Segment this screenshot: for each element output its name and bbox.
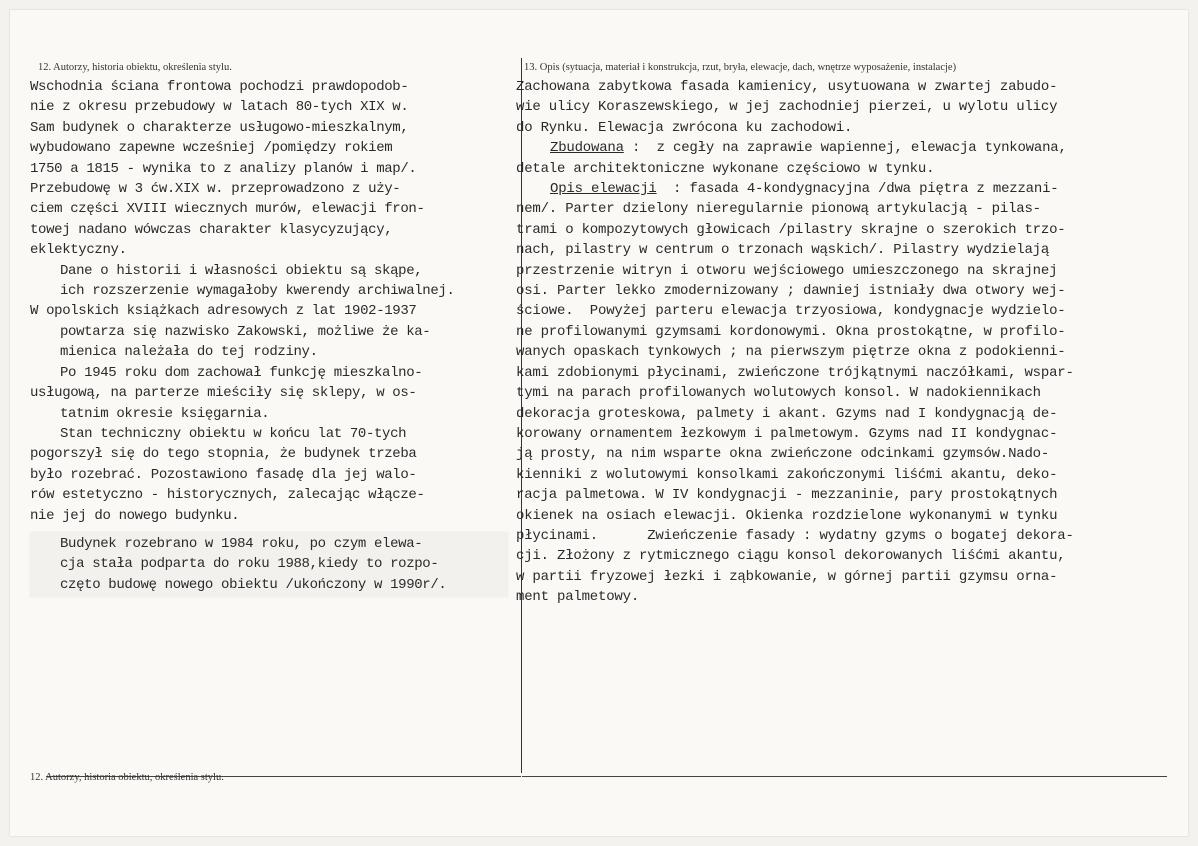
history-heading: 12. Autorzy, historia obiektu, określenia stylu.: [38, 62, 232, 73]
text-line: Budynek rozebrano w 1984 roku, po czym elewa-: [60, 535, 423, 552]
text-line: usługową, na parterze mieściły się sklepy, w os-: [30, 385, 417, 402]
text-line: detale architektoniczne wykonane częściowo w tynku.: [516, 160, 935, 177]
text-line: ment palmetowy.: [516, 589, 640, 606]
history-column: [30, 62, 508, 597]
pasted-note: [30, 532, 508, 597]
description-heading: 13. Opis (sytuacja, materiał i konstrukcja, rzut, bryła, elewacje, dach, wnętrze wyposażenie, instalacje): [524, 62, 957, 73]
text-line: Stan techniczny obiektu w końcu lat 70-tych: [60, 425, 407, 442]
bottom-heading: 12. Autorzy, historia obiektu, określenia stylu.: [30, 772, 224, 783]
text-line: dekoracja groteskowa, palmety i akant. Gzyms nad I kondygnacją de-: [516, 405, 1058, 422]
text-line: mienica należała do tej rodziny.: [60, 344, 318, 361]
text-line: towej nadano wówczas charakter klasycyzujący,: [30, 221, 393, 238]
text-line: Wschodnia ściana frontowa pochodzi prawdopodob-: [30, 79, 409, 95]
text-line: korowany ornamentem łezkowym i palmetowym. Gzyms nad II kondygnac-: [516, 425, 1058, 442]
text-line: tymi na parach profilowanych wolutowych konsol. W nadokiennikach: [516, 385, 1041, 402]
text-line: Przebudowę w 3 ćw.XIX w. przeprowadzono z uży-: [30, 181, 401, 198]
text-line: powtarza się nazwisko Zakowski, możliwe że ka-: [60, 323, 431, 340]
bottom-rule-right: [522, 776, 1167, 777]
text-line: było rozebrać. Pozostawiono fasadę dla jej walo-: [30, 466, 417, 483]
text-line: kami zdobionymi płycinami, zwieńczone trójkątnymi naczółkami, wspar-: [516, 364, 1074, 381]
text-line: przestrzenie witryn i otworu wejściowego umieszczonego na skrajnej: [516, 262, 1058, 279]
built-line: [516, 138, 1181, 158]
built-text: : z cegły na zaprawie wapiennej, elewacja tynkowana,: [623, 140, 1067, 157]
text-line: nem/. Parter dzielony nieregularnie pionową artykulacją - pilas-: [516, 201, 1041, 218]
facade-text: : fasada 4-kondygnacyjna /dwa piętra z mezzani-: [656, 181, 1059, 198]
text-line: Sam budynek o charakterze usługowo-mieszkalnym,: [30, 119, 409, 136]
text-line: W opolskich książkach adresowych z lat 1902-1937: [30, 303, 417, 320]
text-line: racja palmetowa. W IV kondygnacji - mezzaninie, pary prostokątnych: [516, 487, 1058, 504]
text-line: Zachowana zabytkowa fasada kamienicy, usytuowana w zwartej zabudo-: [516, 79, 1058, 95]
text-line: nie jej do nowego budynku.: [30, 507, 240, 524]
text-line: wanych opaskach tynkowych ; na pierwszym piętrze okna z podokienni-: [516, 344, 1066, 361]
text-line: częto budowę nowego obiektu /ukończony w 1990r/.: [60, 576, 447, 593]
text-line: wie ulicy Koraszewskiego, w jej zachodniej pierzei, u wylotu ulicy: [516, 99, 1058, 116]
text-line: nach, pilastry w centrum o trzonach wąskich/. Pilastry wydzielają: [516, 242, 1050, 259]
text-line: okienek na osiach elewacji. Okienka rozdzielone wykonanymi w tynku: [516, 507, 1058, 524]
text-line: w partii fryzowej łezki i ząbkowanie, w górnej partii gzymsu orna-: [516, 568, 1058, 585]
facade-label: Opis elewacji: [550, 181, 657, 198]
text-line: ją prosty, na nim wsparte okna zwieńczone odcinkami gzymsów.Nado-: [516, 446, 1050, 463]
text-line: cji. Złożony z rytmicznego ciągu konsol dekorowanych liśćmi akantu,: [516, 548, 1066, 565]
text-line: płycinami. Zwieńczenie fasady : wydatny gzyms o bogatej dekora-: [516, 527, 1074, 544]
text-line: cja stała podparta do roku 1988,kiedy to rozpo-: [60, 556, 439, 573]
description-column: [516, 62, 1181, 608]
text-line: eklektyczny.: [30, 242, 127, 259]
text-line: Po 1945 roku dom zachował funkcję mieszkalno-: [60, 364, 423, 381]
text-line: ich rozszerzenie wymagałoby kwerendy archiwalnej.: [60, 283, 455, 300]
facade-line: [516, 179, 1181, 199]
text-line: wybudowano zapewne wcześniej /pomiędzy rokiem: [30, 140, 393, 157]
text-line: ne profilowanymi gzymsami kordonowymi. Okna prostokątne, w profilo-: [516, 323, 1066, 340]
text-line: ciem części XVIII wiecznych murów, elewacji fron-: [30, 201, 425, 218]
text-line: tatnim okresie księgarnia.: [60, 405, 270, 422]
text-line: Dane o historii i własności obiektu są skąpe,: [60, 262, 423, 279]
text-line: pogorszył się do tego stopnia, że budynek trzeba: [30, 446, 417, 463]
text-line: 1750 a 1815 - wynika to z analizy planów i map/.: [30, 160, 417, 177]
text-line: do Rynku. Elewacja zwrócona ku zachodowi.: [516, 119, 853, 136]
built-label: Zbudowana: [550, 140, 624, 157]
text-line: nie z okresu przebudowy w latach 80-tych XIX w.: [30, 99, 409, 116]
text-line: rów estetyczno - historycznych, zalecając włącze-: [30, 487, 425, 504]
text-line: kienniki z wolutowymi konsolkami zakończonymi liśćmi akantu, deko-: [516, 466, 1058, 483]
text-line: trami o kompozytowych głowicach /pilastry skrajne o szerokich trzo-: [516, 221, 1066, 238]
text-line: ściowe. Powyżej parteru elewacja trzyosiowa, kondygnacje wydzielo-: [516, 303, 1066, 320]
text-line: osi. Parter lekko zmodernizowany ; dawniej istniały dwa otwory wej-: [516, 283, 1066, 300]
